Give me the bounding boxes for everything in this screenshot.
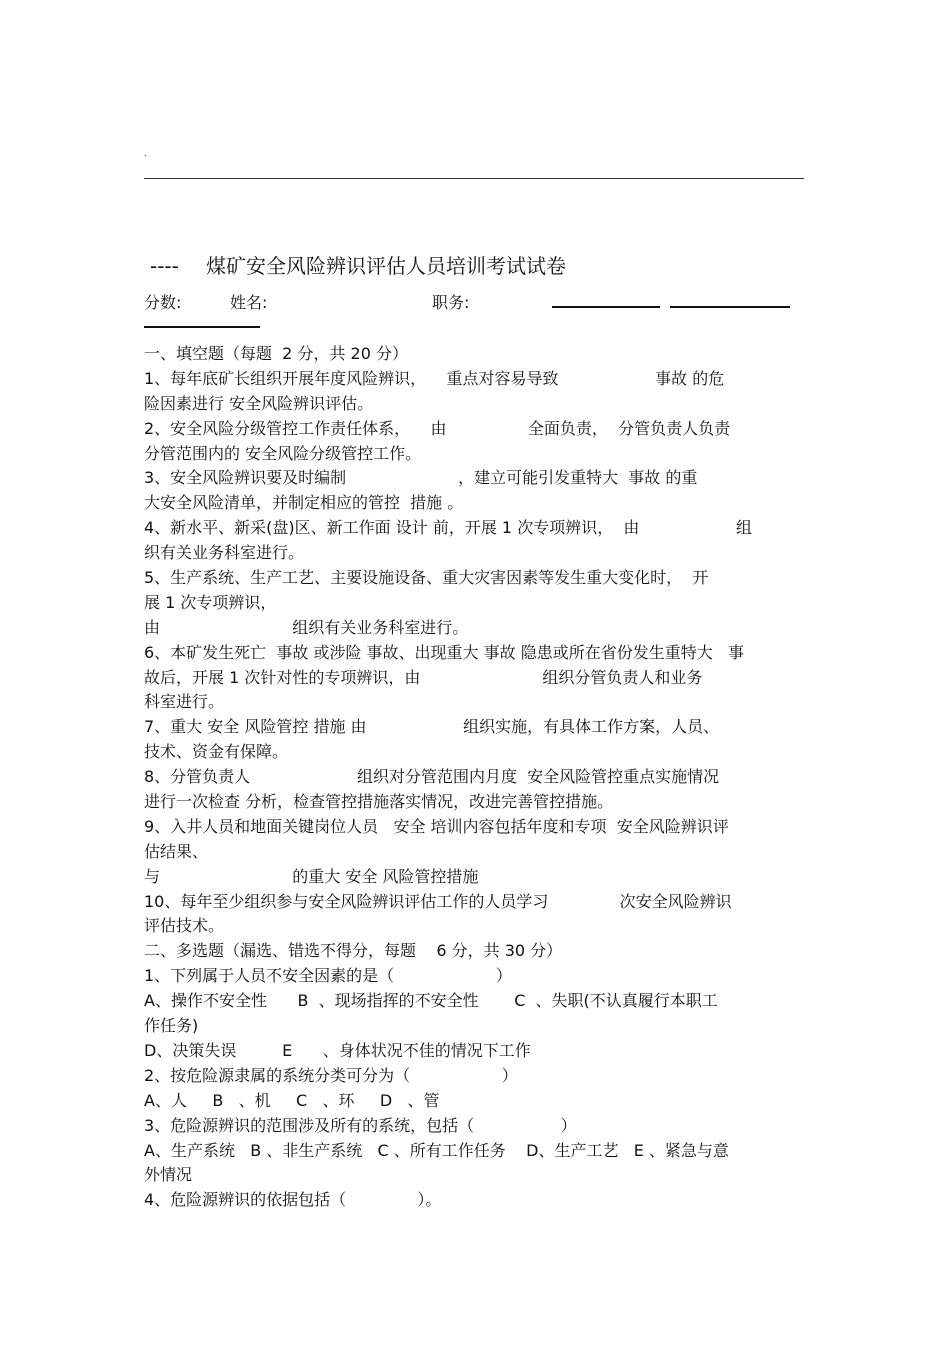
question-line: 故后，开展 1 次针对性的专项辨识，由 组织分管负责人和业务: [144, 667, 703, 687]
question-line: 外情况: [144, 1165, 193, 1185]
question-line: 10、每年至少组织参与安全风险辨识评估工作的人员学习 次安全风险辨识: [144, 891, 732, 911]
question-line: A、人 B 、机 C 、环 D 、管: [144, 1090, 440, 1110]
question-line: 与 的重大 安全 风险管控措施: [144, 866, 479, 886]
question-line: 8、分管负责人 组织对分管范围内月度 安全风险管控重点实施情况: [144, 767, 720, 787]
question-line: 由 组织有关业务科室进行。: [144, 617, 469, 637]
page-title: [150, 252, 566, 280]
question-line: 二、多选题（漏选、错选不得分，每题 6 分，共 30 分）: [144, 941, 563, 961]
question-line: A、生产系统 B 、非生产系统 C 、所有工作任务 D、生产工艺 E 、紧急与意: [144, 1140, 729, 1160]
question-line: 4、危险源辨识的依据包括（ ）。: [144, 1190, 442, 1210]
question-line: 4、新水平、新采(盘)区、新工作面 设计 前，开展 1 次专项辨识， 由 组: [144, 518, 752, 538]
question-line: 3、安全风险辨识要及时编制 ，建立可能引发重特大 事故 的重: [144, 468, 698, 488]
question-line: 作任务): [144, 1016, 199, 1036]
question-line: 5、生产系统、生产工艺、主要设施设备、重大灾害因素等发生重大变化时， 开: [144, 568, 709, 588]
question-line: 技术、资金有保障。: [144, 742, 289, 762]
question-line: 6、本矿发生死亡 事故 或涉险 事故、出现重大 事故 隐患或所在省份发生重特大 事: [144, 642, 744, 662]
question-line: 3、危险源辨识的范围涉及所有的系统，包括（ ）: [144, 1115, 577, 1135]
question-line: 评估技术。: [144, 916, 225, 936]
title-text: 煤矿安全风险辨识评估人员培训考试试卷: [206, 254, 566, 278]
score-label: 分数:: [144, 293, 182, 312]
question-line: 一、填空题（每题 2 分，共 20 分）: [144, 344, 408, 363]
name-label: 姓名:: [230, 293, 268, 312]
position-blank-1[interactable]: [552, 306, 660, 308]
question-line: 险因素进行 安全风险辨识评估。: [144, 393, 374, 413]
position-blank-2[interactable]: [670, 306, 790, 308]
question-line: 估结果、: [144, 841, 209, 861]
question-line: 织有关业务科室进行。: [144, 543, 305, 563]
question-line: 科室进行。: [144, 692, 225, 712]
question-line: 9、入井人员和地面关键岗位人员 安全 培训内容包括年度和专项 安全风险辨识评: [144, 816, 729, 836]
question-line: 1、每年底矿长组织开展年度风险辨识， 重点对容易导致 事故 的危: [144, 368, 725, 388]
question-line: 分管范围内的 安全风险分级管控工作。: [144, 443, 422, 463]
question-line: 展 1 次专项辨识，: [144, 592, 277, 612]
exam-questions: [144, 342, 808, 1213]
header-rule: [144, 178, 804, 179]
position-label: 职务:: [432, 293, 470, 312]
position-blank-3[interactable]: [144, 326, 260, 328]
title-dashes: ----: [150, 254, 179, 278]
question-line: 7、重大 安全 风险管控 措施 由 组织实施，有具体工作方案，人员、: [144, 717, 720, 737]
question-line: 2、按危险源隶属的系统分类可分为（ ）: [144, 1065, 518, 1085]
question-line: 1、下列属于人员不安全因素的是（ ）: [144, 966, 512, 986]
question-line: 大安全风险清单，并制定相应的管控 措施 。: [144, 493, 464, 513]
question-line: 进行一次检查 分析，检查管控措施落实情况，改进完善管控措施。: [144, 792, 614, 812]
question-line: 2、安全风险分级管控工作责任体系， 由 全面负责， 分管负责人负责: [144, 418, 731, 438]
question-line: A、操作不安全性 B 、现场指挥的不安全性 C 、失职(不认真履行本职工: [144, 991, 718, 1011]
question-line: D、决策失误 E 、身体状况不佳的情况下工作: [144, 1040, 531, 1060]
header-dot: .: [144, 149, 147, 158]
